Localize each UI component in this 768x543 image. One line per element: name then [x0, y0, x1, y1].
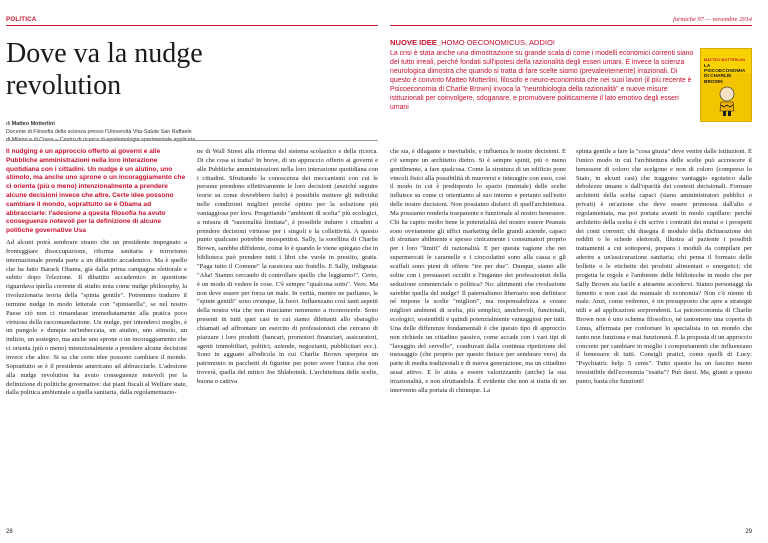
header-rule [390, 25, 752, 26]
sidebar-box [390, 38, 752, 138]
book-title: LA PSICOECONOMIA DI CHARLIE BROWN [704, 64, 746, 85]
text-column-4 [576, 148, 752, 529]
box-text: La crisi è stata anche una dimostrazione su grande scala di come i modelli economici correnti siano del tutto irreali, perché fondati sull'ipotesi della razionalità degli esseri umani. E invece la scienza neurologica dimostra che quando si tratta di fare scelte siamo (prevalentemente) irrazionali. Di questo è convinto Matteo Motterlini, filosofo e neuro-economista che nei suoi lavori (il più recente è Psicoeconomia di Charlie Brown) invoca la "neurobiologia della razionalità" e nuove misure istituzionali per coinvolgere, sdoganare, e promuovere politicamente il lato emotivo degli esseri umani [390, 50, 694, 111]
book-cover-image [700, 48, 752, 122]
box-kicker: NUOVE IDEE_ [390, 38, 442, 47]
column-text: spinta gentile a fare la "cosa giusta" deve venire dalle istituzioni. È l'unico modo in cui l'architettura delle scelte può accrescere il benessere di coloro che scelgono e non di coloro (compreso lo Stato, in alcuni casi) che traggono vantaggio egoistico dalle debolezze umane e dall'opacità dei contesti decisionali. Formare architetti della scelta capaci (siano amministratori pubblici o privati) è un'azione che deve essere promossa dall'alto e regolamentata, ma poi portata avanti in modo capillare: perché architetto della scelta è chi scrive i contratti dei mutui o i prospetti dei conti correnti; chi disegna il modulo della dichiarazione dei redditi o le schede elettorali, illustra al paziente i possibili trattamenti a cui sottoporsi, prepara i moduli da compilare per aderire a un'assicurazione sanitaria; chi pensa il formato delle bollette o le etichette dei prodotti alimentari o energetici; chi progetta le regole e l'ambiente delle biblioteche in modo che per Sally Brown sia facile e attraente accedervi. Siamo personaggi da fumetto e non casi da manuale di economia? Non c'è niente di male. Anzi, come vedremo, è un presupposto che apre a strategie utili e ad applicazioni sorprendenti. La psicoeconomia di Charlie Brown non è uno schema filosofico, né tantomeno una coperta di Linus, affermata per confortare lo specialista in un mondo che tanto non funziona e mai funzionerà. È la proposta di un approccio concreto per cambiare in meglio i comportamenti che influenzano il benessere di tutti. Consigli pratici, come quelli di Lucy: "Psychiatric help: 5 cents". Tutto questo ha un fascino meno irresistibile dell'economia "esatta"? Può darsi. Ma, giunti a questo punto, basta che funzioni! [576, 148, 752, 385]
article-abstract: Il nudging è un approccio offerto ai governi e alle Pubbliche amministrazioni nella loro interazione quotidiana con i cittadini. Un nudge è un aiutino, uno stimolo, ma anche uno sprone o un incoraggiamento che ci orienta (più o meno) intenzionalmente a prendere alcune decisioni invece che altre. Certe idee possono cambiare il mondo, soprattutto se è Obama ad abbracciarle: l'adesione a questa filosofia ha avuto conseguenze notevoli per la definizione di alcune politiche governative Usa [6, 148, 186, 235]
byline-prefix: di [6, 121, 11, 127]
column-text: Ad alcuni potrà sembrare strano che un presidente impegnato a fronteggiare disoccupazione, riforma sanitaria e terrorismo internazionale prenda parte a un dibattito accademico. Ma è quello che ha fatto Barack Obama, già dalla prima campagna elettorale e subito dopo l'elezione. Il dibattito accademico in questione riguardava quella corrente di studio nota come nudge philosophy, la rivoluzionaria teoria della "spinta gentile". Potremmo tradurre il termine nudge in modo letterale con "spintarella", se nel nostro Paese ciò non ci rimandasse immediatamente alla pratica poco virtuosa della raccomandazione. Un nudge, per intenderci meglio, è un pungolo e dunque un'imbeccata, un aiutino, uno stimolo, un indizio, un sostegno, ma anche uno sprone o un incoraggiamento che ci orienta (più o meno) intenzionalmente a prendere alcune decisioni invece che altre. Si sa che certe idee possono cambiare il mondo. Soprattutto se è il presidente americano ad abbracciarle. L'adesione alla nudge revolution ha avuto conseguenze notevoli per la definizione di politiche governative: dai piani fiscali al Welfare state, dalla politica ambientale a quella sanitaria, dalla regolamentazio- [6, 239, 187, 397]
text-column-3 [390, 148, 566, 529]
text-column-2 [197, 148, 378, 529]
column-text: ne di Wall Street alla riforma del sistema scolastico e della ricerca. Di che cosa si tratta? In breve, di un approccio offerto ai governi e alle Pubbliche amministrazioni nella loro interazione quotidiana con i cittadini. Sfruttando la conoscenza dei meccanismi con cui le persone prendono effettivamente le loro decisioni (anziché seguire teorie su come dovrebbero farlo) è possibile mettere gli individui nelle condizioni migliori perché optino per la soluzione più vantaggiosa per loro. Progettando "ambienti di scelta" più ecologici, a misura di "razionalità limitata", è possibile indurre i cittadini a prendere decisioni virtuose per i singoli e la collettività. A questo punto qualcuno potrebbe insospettirsi. Sally, la sorellina di Charlie Brown, sarebbe diffidente, come lo è quando le viene spiegato che in biblioteca può prendere tutti i libri che vuole in prestito, gratis. "Paga tutto il Comune" la rassicura suo fratello. E Sally, indignata: "Aha! Stanno cercando di controllare quello che leggiamo!". Certo, è un modo di vedere le cose. C'è sempre "qualcosa sotto". Vero. Ma non deve essere per forza un male. In verità, mentre ne parliamo, le "spinte gentili" sono ovunque, là fuori. Influenzano così tanti aspetti della nostra vita che non riusciamo nemmeno a riconoscerle. Sono presenti in tutti quei casi in cui siamo dilettanti allo sbaraglio chiamati ad affrontare un esercito di professionisti che cercano di piazzare i loro prodotti (bancari, promotori finanziari, assicuratori, agenti immobiliari, politici, aziende, negozianti, pubblicitari ecc.). Sono in agguato all'edicola in cui Charlie Brown sperpera un patrimonio in pacchetti di figurine per poter avere l'unica che non troverà, quella del mitico Joe Shlabotnik. L'architettura delle scelte, buona o cattiva [197, 148, 378, 385]
author-affiliation-1: Docente di Filosofia della scienza presso l'Università Vita-Salute San Raffaele [6, 129, 192, 135]
box-title: HOMO OECONOMICUS, ADDIO! [441, 38, 555, 47]
page-number: 28 [6, 529, 13, 535]
charlie-brown-figure-icon [715, 85, 739, 117]
box-heading [390, 38, 752, 48]
article-title: Dove va la nudge revolution [6, 38, 203, 101]
text-column-1 [6, 239, 187, 529]
section-label: POLITICA [6, 16, 37, 23]
author-name: Matteo Motterlini [11, 121, 55, 127]
title-divider [6, 140, 378, 141]
page-number: 29 [745, 529, 752, 535]
right-page [384, 0, 768, 543]
header-rule [6, 25, 378, 26]
column-text: che sia, è dilagante e inevitabile, e influenza le nostre decisioni. E c'è sempre un architetto dietro. Si è sempre spinti, più o meno gentilmente, a fare qualcosa. Come la struttura di un edificio pone vincoli fisici alla possibilità di muoversi e interagire con esso, così il modo in cui è predisposto lo spazio (mentale) delle scelte influisce su come ci orientiamo al suo interno e pertanto sull'esito delle nostre decisioni. Non possiamo disfarci di quell'architettura. Ma possiamo renderla trasparente e funzionale al nostro benessere. Chi ha capito molto bene le potenzialità del nostro essere Peanuts sono ovviamente gli uffici marketing delle grandi aziende, capaci di sfruttare abilmente e spesso cinicamente i consumatori proprio per i loro "limiti" di razionalità. E per questa ragione che nei supermercati le caramelle e i cioccolatini sono alla cassa e gli scaffali sono pieni di offerte "tre per due". Dunque, siamo alle solite con i persuasori occulti e l'inganno dei professionisti della seduzione commerciale o politica? No: altrimenti che rivoluzione sarebbe quella del nudge? Il paternalismo libertario non definisce né impone le scelte "migliori", ma responsabilizza a creare migliori ambienti di scelta, più semplici, amichevoli, funzionali, ecologici, sostenibili e quindi potenzialmente vantaggiosi per tutti. Una delle differenze fondamentali è che questo tipo di approccio non richiede un cittadino passivo, come accade con i vari tipi di "lavaggio del cervello", coadiuvati dalla continua ripetizione del messaggio (che proprio per questo finisce per sembrare vero) da parte di media tradizionali e di nuova generazione, ma un cittadino assai attivo. E lo aiuta a essere valorizzando (anche) la sua irrazionalità, e non sfruttandola. È evidente che non si tratta di un intervento alla portata di chiunque. La [390, 148, 566, 394]
book-author: MATTEO MOTTERLINI [704, 58, 746, 62]
issue-line: formiche 97 — novembre 2014 [673, 16, 752, 23]
